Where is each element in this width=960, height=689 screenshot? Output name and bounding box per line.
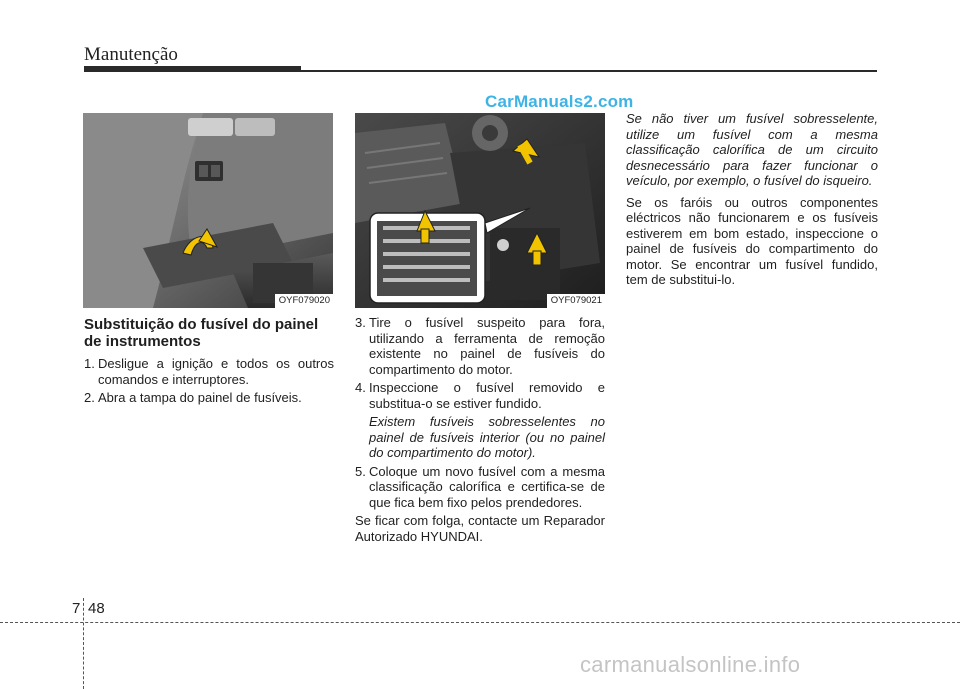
figure-label-left: OYF079020: [275, 294, 333, 308]
list-item: [355, 380, 605, 411]
column-3: [626, 111, 878, 288]
header-rule-thick: [84, 66, 301, 72]
spare-fuse-note: Existem fusíveis sobresselentes no painel de fusíveis interior (ou no painel do compartimento do motor).: [369, 414, 605, 460]
footer-vertical-rule: [83, 598, 84, 689]
step-number: 3.: [355, 315, 366, 330]
step-text: Coloque um novo fusível com a mesma classificação calorífica e certifica-se de que fica bem fixo pelos prendedores.: [369, 463, 605, 510]
list-item: [84, 356, 334, 387]
engine-photo-illustration: [355, 113, 605, 308]
closing-paragraph: Se ficar com folga, contacte um Reparador Autorizado HYUNDAI.: [355, 513, 605, 544]
dashboard-photo-illustration: [83, 113, 333, 308]
step-text: Abra a tampa do painel de fusíveis.: [98, 390, 302, 405]
figure-label-middle: OYF079021: [547, 294, 605, 308]
column-1: [84, 316, 334, 406]
page-number: 48: [88, 600, 105, 617]
step-text: Desligue a ignição e todos os outros comandos e interruptores.: [98, 356, 334, 387]
figure-engine-fuse-box: [355, 113, 605, 308]
step-number: 2.: [84, 390, 95, 405]
list-item: [84, 390, 334, 406]
step-text: Tire o fusível suspeito para fora, utilizando a ferramenta de remoção existente no painel de fusíveis do compartimento do motor.: [369, 315, 605, 377]
column-2: [355, 315, 605, 544]
section-heading: Substituição do fusível do painel de instrumentos: [84, 316, 319, 350]
step-number: 1.: [84, 356, 95, 371]
step-number: 5.: [355, 463, 366, 479]
inspection-paragraph: Se os faróis ou outros componentes eléctricos não funcionarem e os fusíveis estiverem em bom estado, inspeccione o painel de fusíveis do compartimento do motor. Se encontrar um fusível fundido, tem de substitui-lo.: [626, 194, 878, 287]
header-rule-thin: [300, 70, 877, 72]
no-spare-fuse-note: Se não tiver um fusível sobresselente, utilize um fusível com a mesma classificação calorífica de um circuito desnecessário para fazer funcionar o veículo, por exemplo, o fusível do isqueiro.: [626, 111, 878, 188]
running-header-title: Manutenção: [84, 44, 178, 65]
chapter-number: 7: [72, 600, 81, 617]
step-text: Inspeccione o fusível removido e substitua-o se estiver fundido.: [369, 380, 605, 411]
watermark-top: CarManuals2.com: [485, 92, 634, 111]
step-number: 4.: [355, 380, 366, 395]
list-item: [355, 315, 605, 377]
watermark-bottom: carmanualsonline.info: [580, 652, 801, 677]
list-item: [355, 464, 605, 511]
figure-dashboard-fuse-cover: [83, 113, 333, 308]
footer-rule: [0, 622, 960, 623]
